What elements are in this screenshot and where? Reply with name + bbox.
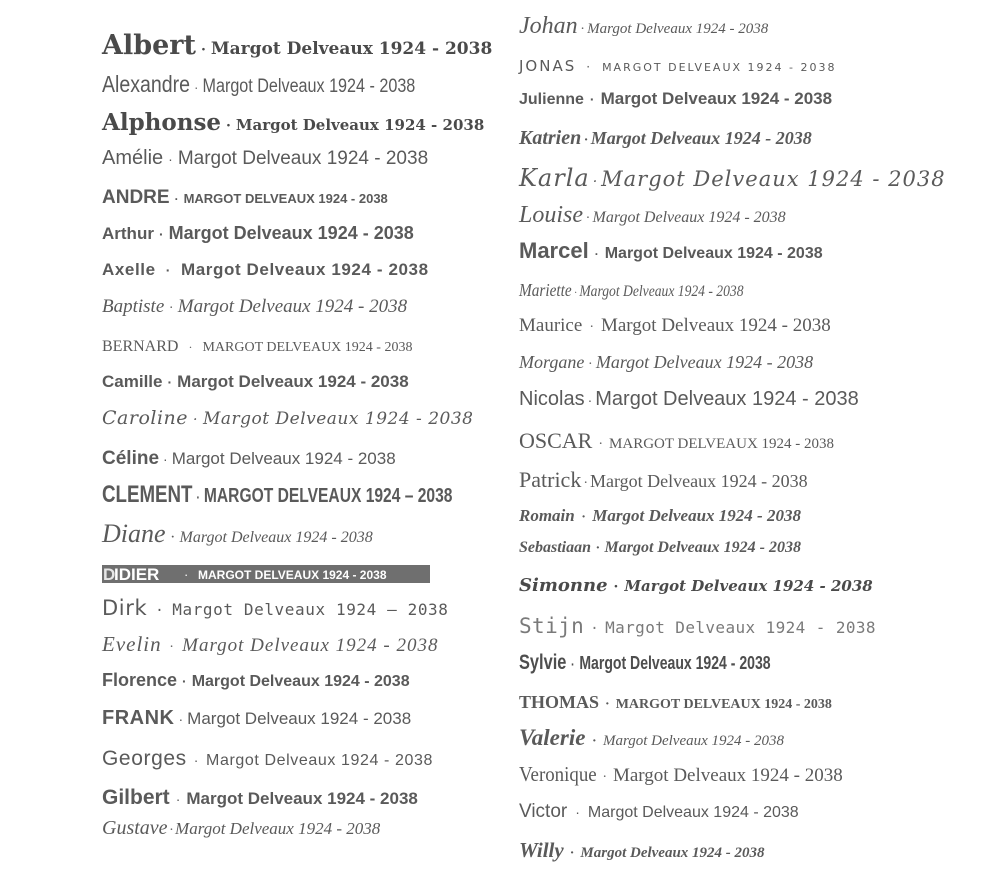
separator-dot: ·	[169, 301, 173, 316]
sample-text: MARGOT DELVEAUX 1924 - 2038	[198, 568, 387, 582]
separator-dot: ·	[598, 437, 604, 452]
sample-text: Margot Delveaux 1924 - 2038	[180, 260, 429, 279]
sample-text: MARGOT DELVEAUX 1924 - 2038	[202, 340, 413, 355]
sample-text: Margot Delveaux 1924 - 2038	[186, 789, 418, 808]
sample-name: Victor	[519, 801, 568, 822]
sample-text: MARGOT DELVEAUX 1924 - 2038	[609, 436, 835, 452]
separator-dot: ·	[169, 823, 174, 838]
sample-name: JONAS	[519, 57, 577, 75]
sample-name: Albert	[102, 30, 196, 61]
font-sample-evelin	[102, 634, 439, 655]
separator-dot: ·	[592, 734, 596, 749]
sample-text: Margot Delveaux 1924 - 2038	[602, 733, 785, 749]
sample-text: Margot Delveaux 1924 - 2038	[592, 209, 786, 226]
font-sample-didier	[102, 565, 430, 583]
font-sample-katrien	[519, 128, 812, 148]
separator-dot: ·	[175, 791, 181, 807]
sample-text: Margot Delveaux 1924 - 2038	[175, 819, 381, 838]
sample-name: Evelin	[102, 632, 162, 656]
sample-text: Margot Delveaux 1924 - 2038	[600, 315, 831, 336]
font-sample-albert	[102, 32, 492, 59]
sample-text: Margot Delveaux 1924 - 2038	[604, 245, 823, 262]
sample-text: Margot Delveaux 1924 - 2038	[579, 653, 771, 673]
sample-name: Caroline	[102, 407, 189, 429]
sample-name: Louise	[519, 202, 584, 228]
sample-text: MARGOT DELVEAUX 1924 – 2038	[203, 485, 453, 507]
font-sample-nicolas	[519, 389, 859, 409]
sample-name: Florence	[102, 670, 178, 690]
separator-dot: ·	[188, 340, 193, 354]
sample-text: Margot Delveaux 1924 - 2038	[604, 539, 801, 556]
separator-dot: ·	[158, 226, 164, 242]
font-sample-julienne	[519, 90, 832, 108]
font-sample-camille	[102, 373, 409, 391]
sample-text: Margot Delveaux 1924 - 2038	[177, 148, 429, 169]
font-sample-gilbert	[102, 787, 418, 808]
font-sample-dirk	[102, 598, 449, 619]
sample-name: Marcel	[519, 238, 589, 263]
sample-text: Margot Delveaux 1924 - 2038	[580, 845, 765, 861]
font-sample-johan	[519, 14, 768, 38]
sample-text: Margot Delveaux 1924 - 2038	[595, 388, 859, 410]
sample-text: Margot Delveaux 1924 - 2038	[590, 471, 808, 491]
separator-dot: ·	[569, 846, 575, 861]
separator-dot: ·	[583, 476, 588, 491]
sample-text: Margot Delveaux 1924 - 2038	[587, 21, 769, 37]
separator-dot: ·	[200, 42, 206, 58]
sample-name: Sebastiaan	[519, 539, 592, 556]
font-sample-arthur	[102, 224, 414, 243]
sample-name: Maurice	[519, 315, 583, 336]
separator-dot: ·	[589, 91, 595, 107]
font-sample-amelie	[102, 148, 428, 168]
sample-text: Margot Delveaux 1924 - 2038	[202, 409, 474, 429]
sample-name: Stijn	[519, 614, 585, 638]
font-sample-valerie	[519, 726, 784, 749]
font-sample-clement	[102, 483, 452, 507]
sample-text: Margot Delveaux 1924 - 2038	[202, 76, 416, 97]
sample-name: Alphonse	[102, 109, 222, 136]
font-sample-georges	[102, 748, 433, 769]
separator-dot: ·	[581, 510, 586, 525]
sample-text: Margot Delveaux 1924 - 2038	[210, 39, 493, 59]
sample-name: Gustave	[102, 817, 168, 839]
sample-text: Margot Delveaux 1924 - 2038	[595, 352, 814, 372]
sample-name: FRANK	[102, 707, 175, 729]
font-sample-marcel	[519, 240, 823, 262]
separator-dot: ·	[588, 357, 592, 372]
font-sample-andre	[102, 188, 388, 207]
separator-dot: ·	[602, 770, 607, 785]
font-sample-alexandre	[102, 73, 415, 96]
separator-dot: ·	[155, 603, 165, 619]
sample-text: Margot Delveaux 1924 - 2038	[168, 223, 414, 243]
separator-dot: ·	[580, 22, 585, 37]
sample-name: Axelle	[102, 260, 156, 279]
sample-name: Simonne	[519, 575, 608, 596]
sample-text: Margot Delveaux 1924 - 2038	[605, 618, 876, 637]
sample-text: Margot Delveaux 1924 - 2038	[590, 128, 812, 148]
sample-text: Margot Delveaux 1924 - 2038	[624, 577, 873, 595]
sample-name: Camille	[102, 372, 163, 391]
sample-text: Margot Delveaux 1924 - 2038	[177, 372, 409, 391]
sample-text: Margot Delveaux 1924 - 2038	[601, 167, 946, 191]
sample-name: Céline	[102, 448, 160, 469]
sample-name: Diane	[102, 519, 166, 548]
sample-name: Johan	[519, 13, 578, 39]
separator-dot: ·	[613, 579, 619, 595]
sample-text: Margot Delveaux 1924 - 2038	[579, 283, 744, 300]
separator-dot: ·	[571, 656, 575, 672]
sample-text: Margot Delveaux 1924 – 2038	[172, 600, 449, 619]
sample-text: Margot Delveaux 1924 - 2038	[600, 89, 833, 108]
separator-dot: ·	[194, 79, 199, 95]
sample-text: Margot Delveaux 1924 - 2038	[612, 765, 843, 786]
separator-dot: ·	[168, 151, 173, 167]
sample-name: CLEMENT	[102, 481, 193, 508]
sample-name: Patrick	[519, 467, 582, 492]
sample-text: Margot Delveaux 1924 - 2038	[235, 116, 485, 134]
sample-text: Margot Delveaux 1924 - 2038	[592, 506, 801, 525]
font-sample-diane	[102, 521, 373, 547]
sample-text: Margot Delveaux 1924 - 2038	[171, 449, 396, 468]
font-sample-oscar	[519, 430, 834, 452]
separator-dot: ·	[596, 541, 600, 556]
sample-text: Margot Delveaux 1924 - 2038	[179, 529, 373, 546]
sample-name: Katrien	[519, 127, 582, 149]
font-sample-florence	[102, 671, 410, 690]
font-sample-caroline	[102, 409, 473, 428]
sample-name: ANDRE	[102, 187, 170, 208]
sample-text: Margot Delveaux 1924 - 2038	[206, 752, 434, 769]
separator-dot: ·	[165, 262, 171, 278]
font-sample-thomas	[519, 693, 832, 712]
font-sample-victor	[519, 802, 799, 821]
separator-dot: ·	[169, 640, 175, 655]
sample-text: MARGOT DELVEAUX 1924 - 2038	[602, 61, 837, 74]
font-sample-baptiste	[102, 297, 407, 316]
sample-name: BERNARD	[102, 338, 179, 355]
separator-dot: ·	[589, 320, 594, 335]
sample-name: Nicolas	[519, 388, 585, 410]
font-sample-gustave	[102, 818, 380, 838]
separator-dot: ·	[590, 621, 600, 637]
separator-dot: ·	[592, 174, 599, 190]
sample-text: Margot Delveaux 1924 - 2038	[187, 709, 412, 728]
separator-dot: ·	[586, 211, 590, 226]
separator-dot: ·	[163, 451, 168, 467]
font-sample-simonne	[519, 577, 873, 595]
sample-name: Romain	[519, 506, 575, 525]
separator-dot: ·	[170, 529, 175, 546]
separator-dot: ·	[174, 192, 179, 206]
sample-name: Alexandre	[102, 71, 191, 97]
font-sample-karla	[519, 166, 946, 190]
separator-dot: ·	[193, 412, 198, 428]
sample-text: Margot Delveaux 1924 - 2038	[587, 804, 799, 821]
separator-dot: ·	[586, 60, 593, 74]
sample-name: Sylvie	[519, 651, 567, 674]
separator-dot: ·	[594, 247, 599, 261]
sample-name: Amélie	[102, 147, 164, 169]
separator-dot: ·	[196, 489, 201, 505]
sample-text: Margot Delveaux 1924 - 2038	[182, 635, 439, 656]
font-sample-veronique	[519, 764, 843, 785]
sample-name: Gilbert	[102, 786, 170, 809]
sample-name: THOMAS	[519, 692, 600, 712]
font-sample-alphonse	[102, 111, 484, 134]
sample-name: Baptiste	[102, 296, 165, 317]
font-sample-frank	[102, 708, 411, 728]
separator-dot: ·	[178, 711, 184, 727]
font-sample-sylvie	[519, 652, 771, 673]
sample-name: Morgane	[519, 352, 585, 372]
separator-dot: ·	[584, 133, 588, 148]
sample-name: IDIER	[114, 565, 160, 584]
sample-name: Mariette	[519, 280, 572, 300]
font-sample-patrick	[519, 469, 808, 491]
font-sample-mariette	[519, 281, 744, 300]
font-sample-morgane	[519, 353, 813, 372]
font-sample-celine	[102, 449, 396, 468]
sample-name: Dirk	[102, 596, 148, 620]
sample-name: Veronique	[519, 762, 597, 786]
separator-dot: ·	[575, 804, 580, 820]
separator-dot: ·	[587, 392, 593, 408]
font-sample-sebastiaan	[519, 540, 801, 556]
font-sample-louise	[519, 203, 786, 227]
sample-text: MARGOT DELVEAUX 1924 - 2038	[183, 191, 388, 206]
sample-name: Arthur	[102, 224, 154, 243]
separator-dot: ·	[574, 285, 577, 299]
sample-text: Margot Delveaux 1924 - 2038	[191, 673, 410, 690]
separator-dot: ·	[193, 752, 200, 768]
sample-name: Karla	[519, 164, 590, 192]
font-sample-maurice	[519, 316, 831, 335]
separator-dot: ·	[182, 673, 187, 689]
sample-name: Julienne	[519, 91, 584, 108]
sample-text: Margot Delveaux 1924 - 2038	[177, 296, 408, 317]
sample-name: Willy	[519, 838, 564, 862]
font-sample-stijn	[519, 616, 876, 637]
font-sample-jonas	[519, 58, 837, 74]
font-sample-willy	[519, 840, 765, 861]
sample-name: OSCAR	[519, 428, 593, 453]
font-sample-romain	[519, 507, 801, 525]
sample-name-first-letter: D	[103, 565, 116, 584]
sample-name: Georges	[102, 747, 187, 770]
font-sample-axelle	[102, 261, 429, 279]
separator-dot: ·	[184, 567, 189, 582]
sample-text: MARGOT DELVEAUX 1924 - 2038	[615, 697, 832, 712]
separator-dot: ·	[167, 374, 173, 390]
sample-name: Valerie	[519, 725, 586, 750]
separator-dot: ·	[226, 118, 231, 134]
font-sample-bernard	[102, 339, 412, 355]
separator-dot: ·	[605, 697, 610, 712]
